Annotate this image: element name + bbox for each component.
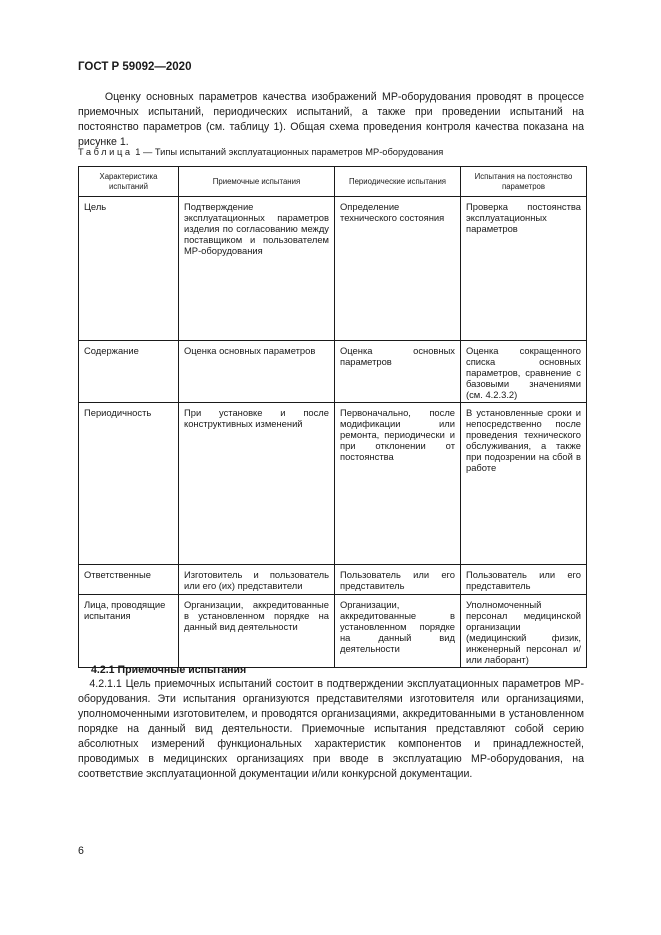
table-cell: Организации, аккредитованные в установленном порядке на данный вид деятельности	[179, 595, 335, 668]
table-cell: Первоначально, после модификации или ремонта, периодически и при отклонении от постоянства	[335, 403, 461, 565]
row-label-cell: Содержание	[79, 341, 179, 403]
table-cell: Оценка сокращенного списка основных параметров, сравнение с базовыми значениями (см. 4.2.3.2)	[461, 341, 587, 403]
table-cell: Проверка постоянства эксплуатационных параметров	[461, 197, 587, 341]
table-caption	[78, 147, 443, 157]
row-label-cell: Периодичность	[79, 403, 179, 565]
table-cell: В установленные сроки и непосредственно после проведения технического обслуживания, а также при подозрении на сбой в работе	[461, 403, 587, 565]
table-cell: Изготовитель и пользователь или его (их) представители	[179, 565, 335, 595]
table-row	[79, 565, 587, 595]
header-cell-characteristic: Характеристика испытаний	[79, 167, 179, 197]
table-cell: При установке и после конструктивных изменений	[179, 403, 335, 565]
row-label-cell: Ответственные	[79, 565, 179, 595]
table-cell: Уполномоченный персонал медицинской организации (медицинский физик, инженерный персонал и/или лаборант)	[461, 595, 587, 668]
table-row	[79, 197, 587, 341]
page-number: 6	[78, 845, 84, 857]
table-header-row	[79, 167, 587, 197]
table-row	[79, 341, 587, 403]
section-heading: 4.2.1 Приемочные испытания	[91, 664, 247, 676]
header-cell-acceptance: Приемочные испытания	[179, 167, 335, 197]
table-cell: Оценка основных параметров	[335, 341, 461, 403]
document-header: ГОСТ Р 59092—2020	[78, 61, 192, 73]
table-cell: Пользователь или его представитель	[335, 565, 461, 595]
header-cell-constancy: Испытания на постоянство параметров	[461, 167, 587, 197]
table-cell: Оценка основных параметров	[179, 341, 335, 403]
intro-paragraph: Оценку основных параметров качества изображений МР-оборудования проводят в процессе приемочных испытаний, периодических испытаний, а также при проведении испытаний на постоянство параметров (см. таблицу 1). Общая схема проведения контроля качества показана на рисунке 1.	[78, 91, 584, 148]
row-label-cell: Лица, проводящие испытания	[79, 595, 179, 668]
test-types-table	[78, 166, 587, 668]
table-caption-lead: Таблица	[78, 147, 133, 157]
table-cell: Определение технического состояния	[335, 197, 461, 341]
header-cell-periodic: Периодические испытания	[335, 167, 461, 197]
table-row	[79, 403, 587, 565]
table-cell: Подтверждение эксплуатационных параметров изделия по согласованию между поставщиком и пользователем МР-оборудования	[179, 197, 335, 341]
table-row	[79, 595, 587, 668]
table-cell: Организации, аккредитованные в установленном порядке на данный вид деятельности	[335, 595, 461, 668]
table-caption-title: 1 — Типы испытаний эксплуатационных параметров МР-оборудования	[132, 147, 444, 157]
section-paragraph: 4.2.1.1 Цель приемочных испытаний состоит в подтверждении эксплуатационных параметров МР-оборудования. Эти испытания организуются представителями изготовителя или организациями, уполномоченными изготовителем, и проводятся организациями, аккредитованными в установленном порядке на данный вид деятельности. Приемочные испытания представляют собой серию абсолютных измерений функциональных характеристик компонентов и принадлежностей, проводимых в медицинских организациях при вводе в эксплуатацию МР-оборудования, на соответствие эксплуатационной документации и/или конкурсной документации.	[78, 678, 584, 780]
row-label-cell: Цель	[79, 197, 179, 341]
table-cell: Пользователь или его представитель	[461, 565, 587, 595]
